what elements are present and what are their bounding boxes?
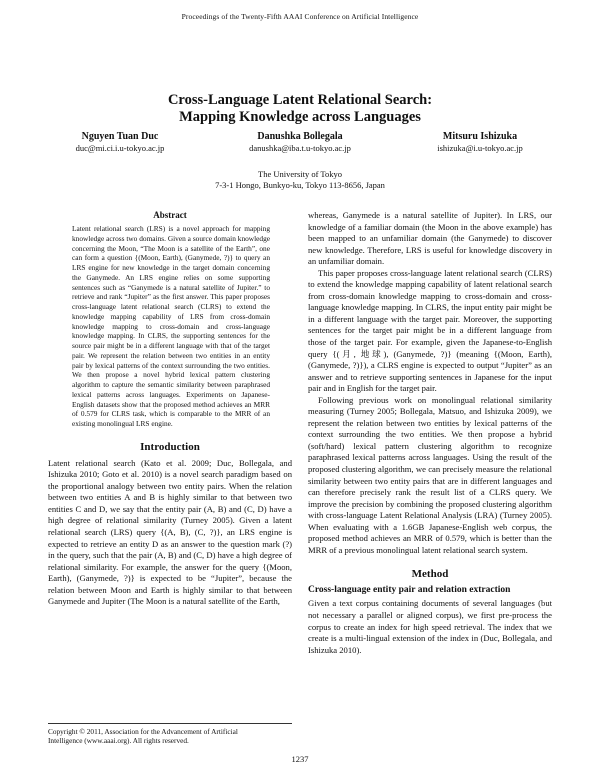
author-email: duc@mi.ci.i.u-tokyo.ac.jp — [75, 143, 165, 153]
affiliation — [40, 169, 560, 191]
copyright-line-2: Intelligence (www.aaai.org). All rights reserved. — [48, 736, 189, 746]
method-paragraph-1: Given a text corpus containing documents of several languages (but not necessary a parallel or aligned corpus), we first pre-process the corpus to create an index for high speed retrieval. The index that we create is a multi-lingual extension of the index in (Duc, Bollegala, and Ishizuka 2010). — [308, 598, 552, 655]
abstract-text: Latent relational search (LRS) is a novel approach for mapping knowledge across two domains. Given a source domain knowledge concerning the Moon, “The Moon is a satellite of the Earth”, one can form a question {(Moon, Earth), (Ganymede, ?)} to query an LRS engine for new knowledge in the target domain concerning the Ganymede. An LRS engine relies on some supporting sentences such as “Ganymede is a natural satellite of Jupiter.” to retrieve and rank “Jupiter” as the first answer. This paper proposes cross-language latent relational search (CLRS) to extend the knowledge mapping capability of LRS from cross-domain knowledge mapping to cross-domain and cross-language knowledge mapping. In CLRS, the supporting sentences for the source pair might be in a different language with that of the target pair. We represent the relation between two entities in an entity pair by lexical patterns of the context surrounding the two entities. We then propose a novel hybrid lexical pattern clustering algorithm to capture the semantic similarity between paraphrased lexical patterns across languages. Experiments on Japanese-English datasets show that the proposed method achieves an MRR of 0.579 for CLRS task, which is comparable to the MRR of an existing monolingual LRS engine. — [72, 224, 270, 428]
paper-title-line-2: Mapping Knowledge across Languages — [179, 109, 421, 125]
abstract-heading: Abstract — [153, 210, 187, 220]
paper-title-line-1: Cross-Language Latent Relational Search: — [167, 92, 433, 108]
author-name: Danushka Bollegala — [257, 131, 343, 142]
author-3 — [400, 131, 560, 154]
page-number: 1237 — [291, 754, 309, 764]
method-heading: Method — [411, 568, 449, 581]
right-column — [308, 210, 552, 656]
author-1 — [40, 131, 200, 154]
author-email: danushka@iba.t.u-tokyo.ac.jp — [249, 143, 351, 153]
copyright-notice — [48, 723, 292, 746]
author-name: Mitsuru Ishizuka — [442, 131, 518, 142]
author-name: Nguyen Tuan Duc — [81, 131, 159, 142]
right-paragraph-1: whereas, Ganymede is a natural satellite of Jupiter). In LRS, our knowledge of a familiar domain (the Moon in the above example) has been mapped to an unfamiliar domain (the Ganymede) to discover new knowledge. Therefore, LRS is useful for knowledge discovery in an unfamiliar domain. — [308, 210, 552, 267]
left-column — [48, 210, 292, 608]
right-paragraph-2: This paper proposes cross-language latent relational search (CLRS) to extend the knowledge mapping capability of latent relational search from cross-domain knowledge mapping to cross-domain and cross-language knowledge mapping. In CLRS, the input entity pair might be in a different language with the target pair. Moreover, the supporting sentences for the target pair might be in a different language from those of the target pair. For example, given the Japanese-to-English query {(月, 地球), (Ganymede, ?)} (meaning {(Moon, Earth), (Ganymede, ?)}), a CLRS engine is expected to output “Jupiter” as an answer and to retrieve supporting sentences in Japanese for the input pair and in English for the target pair. — [308, 267, 552, 394]
affiliation-institution: The University of Tokyo — [258, 169, 342, 179]
introduction-heading: Introduction — [140, 440, 200, 453]
method-subheading: Cross-language entity pair and relation extraction — [308, 585, 511, 596]
paper-title — [40, 92, 560, 126]
right-paragraph-3: Following previous work on monolingual relational similarity measuring (Turney 2005; Bollegala, Matsuo, and Ishizuka 2009), we represent the relation between two entities by lexical patterns of the context surrounding the two entities. We then propose a hybrid (soft/hard) lexical pattern clustering algorithm to recognize paraphrased lexical patterns across languages. Using the result of the proposed clustering algorithm, we can precisely measure the relational similarity between two entity pairs that are in different languages and can therefore precisely rank the result list of a CLRS query. We improve the precision by combining the proposed clustering algorithm with cross-language Latent Relational Analysis (LRA) (Turney 2005). When evaluating with a 1.6GB Japanese-English web corpus, the proposed method achieves an MRR of 0.579, which is better than the MRR of a previous monolingual latent relational search system. — [308, 394, 552, 555]
copyright-line-1: Copyright © 2011, Association for the Advancement of Artificial — [48, 727, 238, 736]
author-2 — [220, 131, 380, 154]
proceedings-header: Proceedings of the Twenty-Fifth AAAI Conference on Artificial Intelligence — [181, 12, 419, 21]
author-list — [40, 131, 560, 161]
affiliation-address: 7-3-1 Hongo, Bunkyo-ku, Tokyo 113-8656, Japan — [215, 180, 385, 190]
author-email: ishizuka@i.u-tokyo.ac.jp — [437, 143, 523, 153]
introduction-paragraph-1: Latent relational search (Kato et al. 2009; Duc, Bollegala, and Ishizuka 2010; Goto et al. 2010) is a novel search paradigm based on the proportional analogy between two entity pairs. When the relation between two entities A and B is highly similar to that between two entities C and D, we say that the entity pair (A, B) and (C, D) have a high degree of relational similarity (Turney 2005). Given a latent relational search (LRS) query {(A, B), (C, ?)}, an LRS engine is expected to retrieve an entity D as an answer to the question mark (?) in the query, such that the pair (A, B) and (C, D) have a high degree of relational similarity. For example, the answer for the query {(Moon, Earth), (Ganymede, ?)} is expected to be “Jupiter”, because the relation between Moon and Earth is highly similar to that between Ganymede and Jupiter (The Moon is a natural satellite of the Earth, — [48, 457, 292, 607]
